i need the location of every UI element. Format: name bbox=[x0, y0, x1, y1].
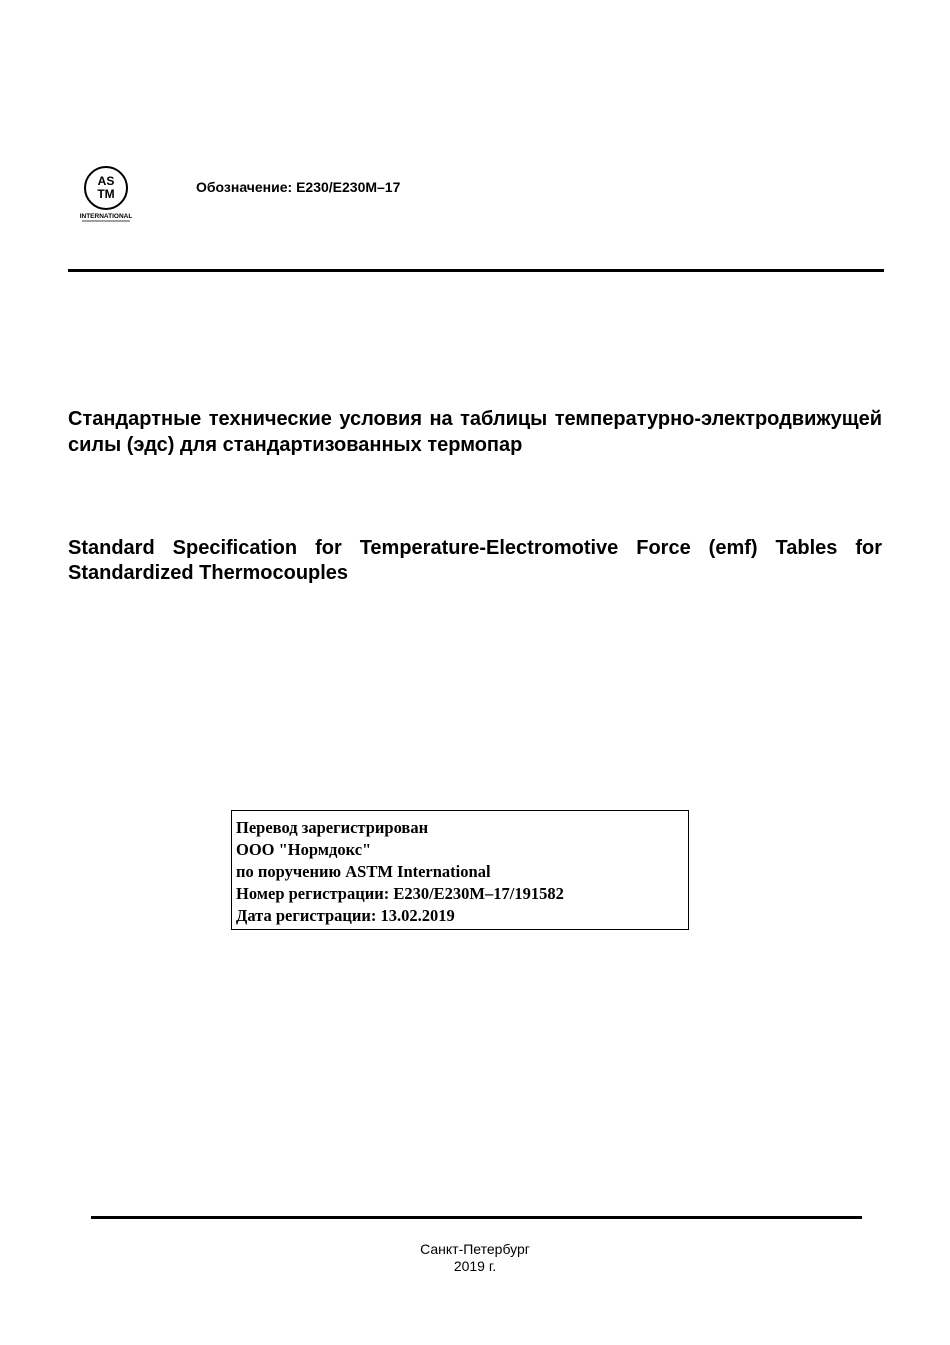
title-english: Standard Specification for Temperature-Electromotive Force (emf) Tables for Standardized Thermocouples bbox=[68, 537, 882, 584]
registration-line: по поручению ASTM International bbox=[236, 862, 491, 881]
top-divider bbox=[68, 269, 884, 272]
registration-company: ООО "Нормдокс" bbox=[236, 840, 372, 859]
svg-text:AS: AS bbox=[97, 174, 115, 188]
footer bbox=[0, 1241, 950, 1275]
registration-date: Дата регистрации: 13.02.2019 bbox=[236, 906, 455, 925]
registration-number: Номер регистрации: E230/E230M–17/191582 bbox=[236, 884, 564, 903]
svg-text:INTERNATIONAL: INTERNATIONAL bbox=[80, 213, 132, 220]
astm-logo bbox=[80, 165, 132, 223]
svg-text:TM: TM bbox=[97, 187, 115, 201]
designation: Обозначение: E230/E230M–17 bbox=[196, 179, 401, 195]
registration-box bbox=[231, 810, 689, 930]
bottom-divider bbox=[91, 1216, 862, 1219]
footer-city: Санкт-Петербург bbox=[420, 1241, 530, 1257]
registration-line: Перевод зарегистрирован bbox=[236, 818, 429, 837]
footer-year: 2019 г. bbox=[453, 1258, 497, 1274]
title-russian: Стандартные технические условия на таблицы температурно-электродвижущей силы (эдс) для стандартизованных термопар bbox=[68, 408, 882, 456]
